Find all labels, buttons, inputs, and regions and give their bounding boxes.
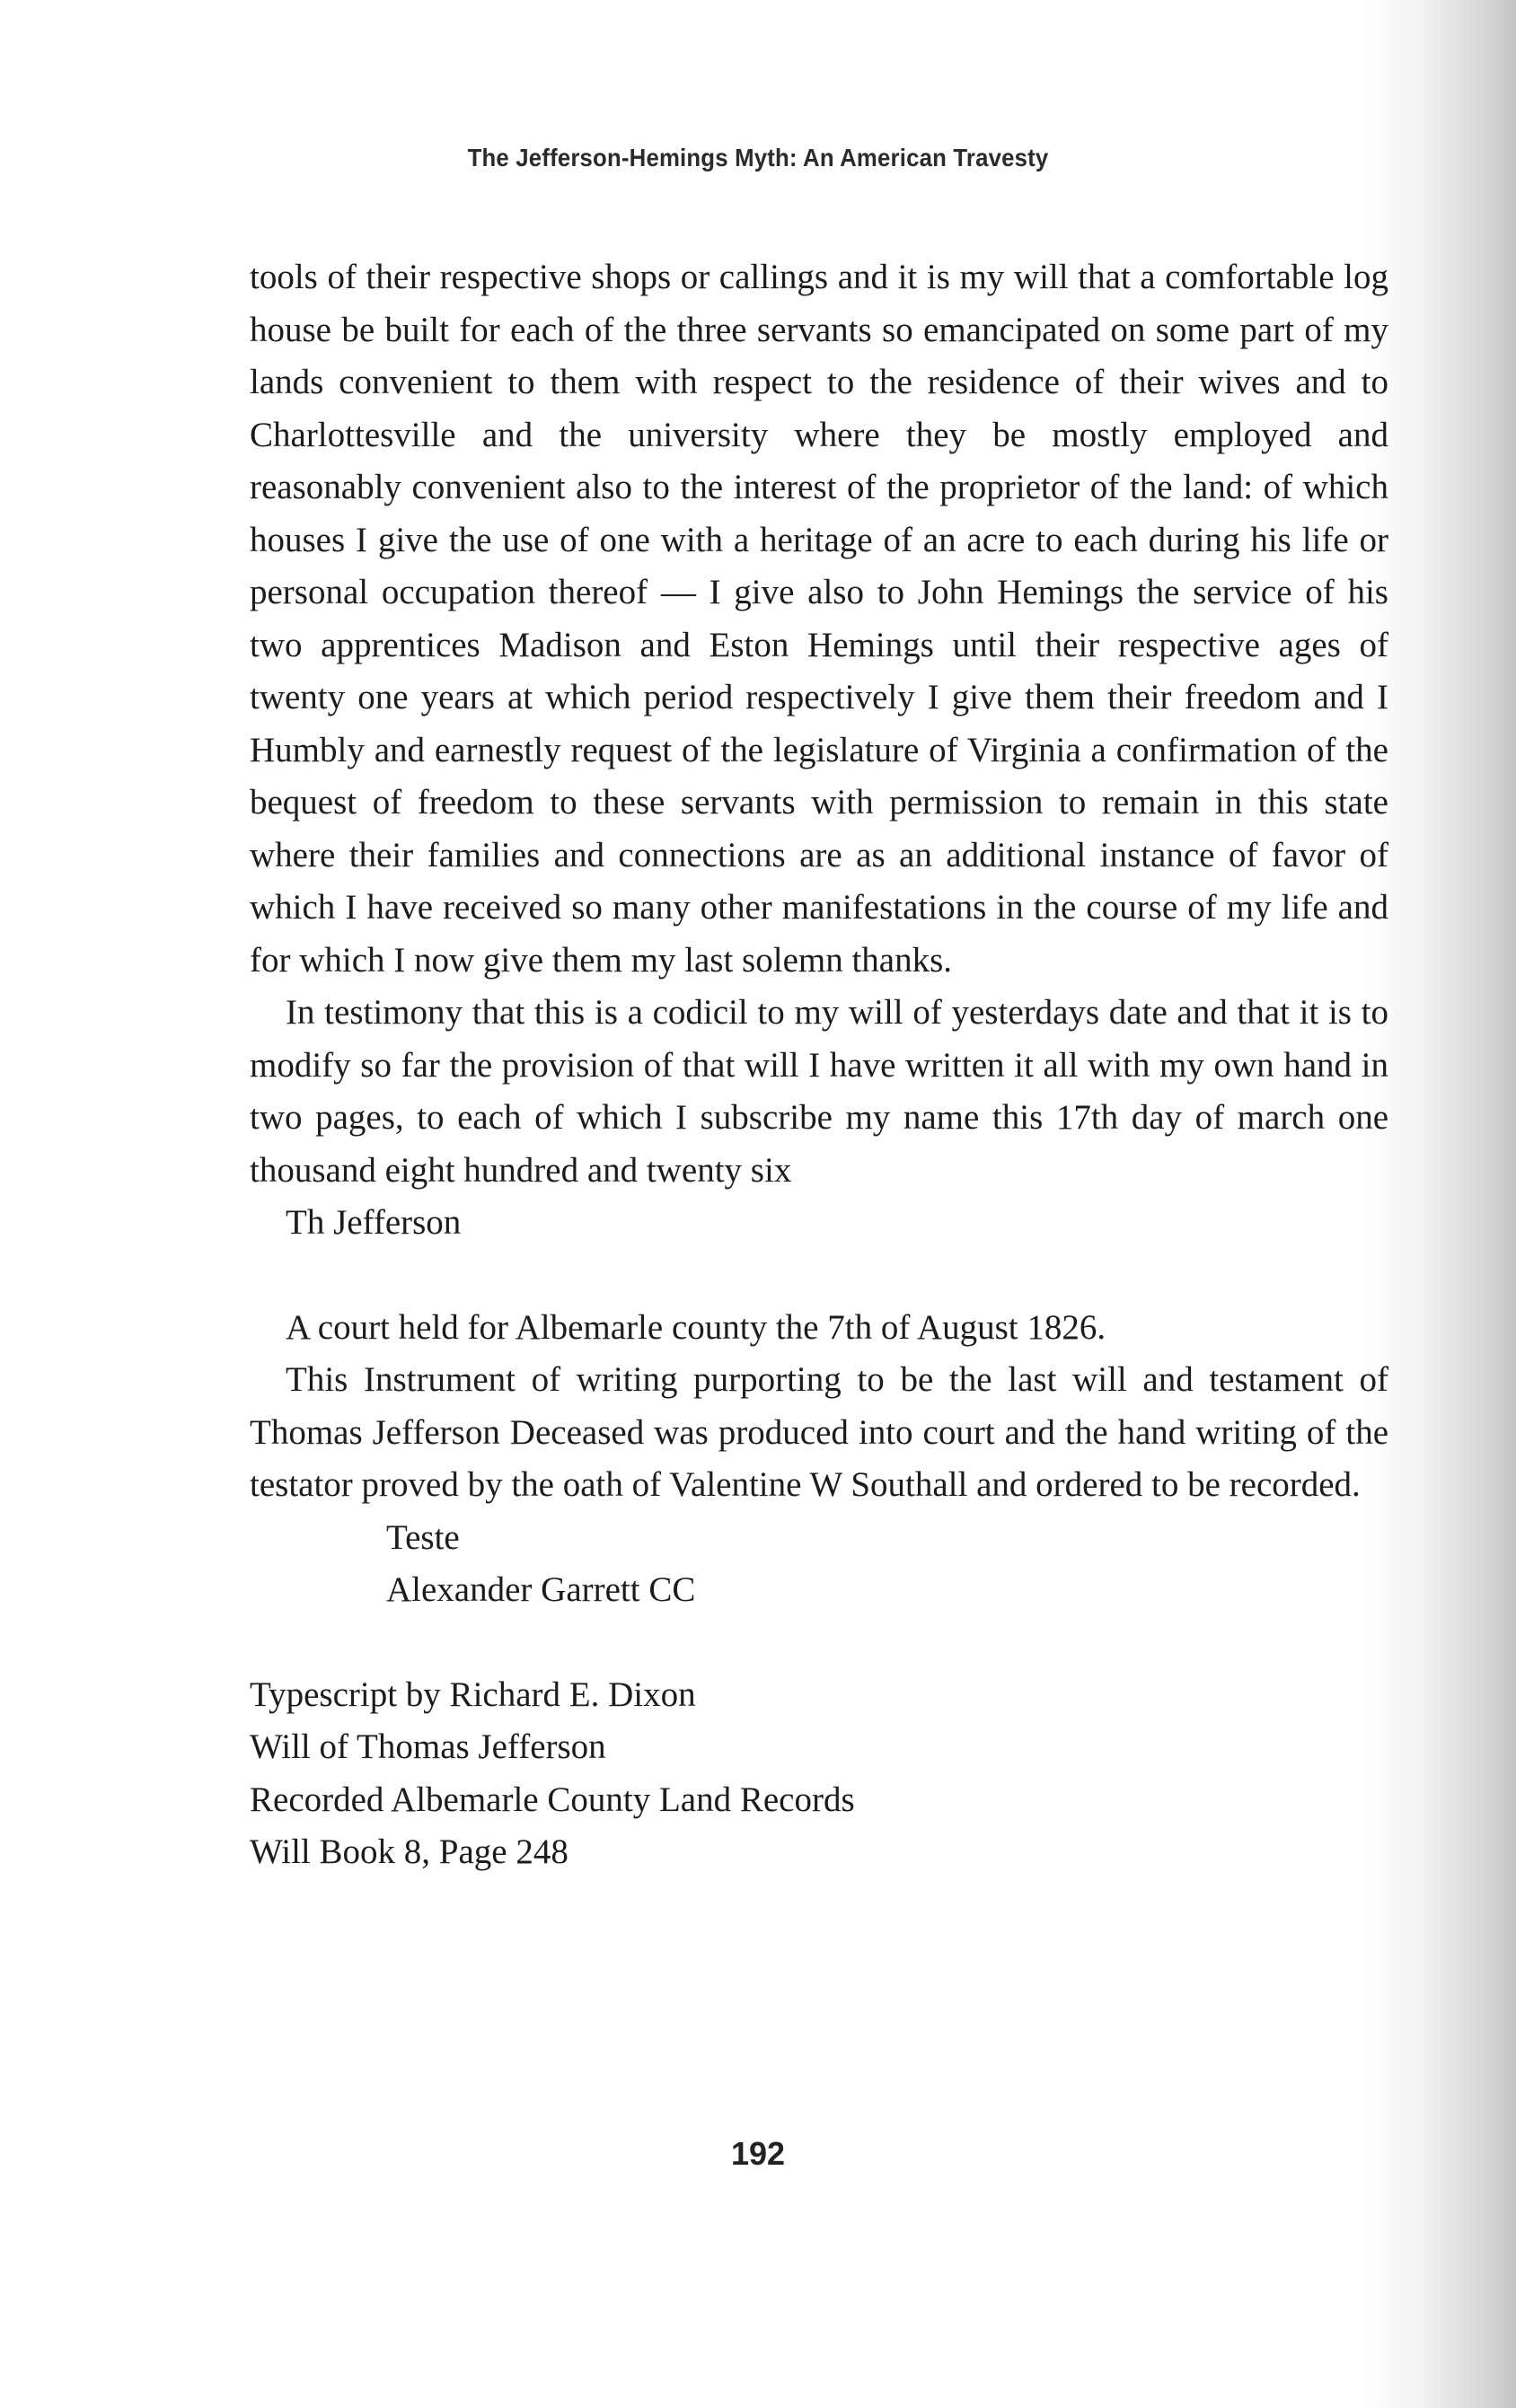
body-text bbox=[250, 251, 1388, 1879]
source-note: Typescript by Richard E. Dixon bbox=[250, 1674, 696, 1714]
source-note: Recorded Albemarle County Land Records bbox=[250, 1780, 855, 1819]
teste-line: Teste bbox=[386, 1517, 460, 1557]
page-number: 192 bbox=[730, 2135, 786, 2172]
signature-line: Th Jefferson bbox=[286, 1203, 462, 1242]
source-note: Will of Thomas Jefferson bbox=[250, 1727, 606, 1766]
running-head: The Jefferson-Hemings Myth: An American Travesty bbox=[467, 144, 1049, 171]
spacer bbox=[250, 1617, 1388, 1669]
source-note: Will Book 8, Page 248 bbox=[250, 1832, 568, 1871]
spacer bbox=[250, 1250, 1388, 1302]
testimony-paragraph: In testimony that this is a codicil to my will of yesterdays date and that it is to modify so far the provision of that will I have written it all with my own hand in two pages, to each of which I subscribe my name this 17th day of march one thousand eight hundred and twenty six bbox=[250, 993, 1388, 1190]
codicil-paragraph: tools of their respective shops or callings and it is my will that a comfortable log house be built for each of the three servants so emancipated on some part of my lands convenient to them with respect to the residence of their wives and to Charlottesville and the university where they be mostly employed and reasonably convenient also to the interest of the proprietor of the land: of which houses I give the use of one with a heritage of an acre to each during his life or personal occupation thereof — I give also to John Hemings the service of his two apprentices Madison and Eston Hemings until their respective ages of twenty one years at which period respectively I give them their freedom and I Humbly and earnestly request of the legislature of Virginia a confirmation of the bequest of freedom to these servants with permission to remain in this state where their families and connections are as an additional instance of favor of which I have received so many other manifestations in the course of my life and for which I now give them my last solemn thanks. bbox=[250, 258, 1388, 980]
court-line: A court held for Albemarle county the 7th of August 1826. bbox=[286, 1307, 1106, 1347]
instrument-paragraph: This Instrument of writing purporting to be the last will and testament of Thomas Jefferson Deceased was produced into court and the hand writing of the testator proved by the oath of Valentine W Southall and ordered to be recorded. bbox=[250, 1360, 1388, 1504]
clerk-line: Alexander Garrett CC bbox=[386, 1570, 696, 1609]
